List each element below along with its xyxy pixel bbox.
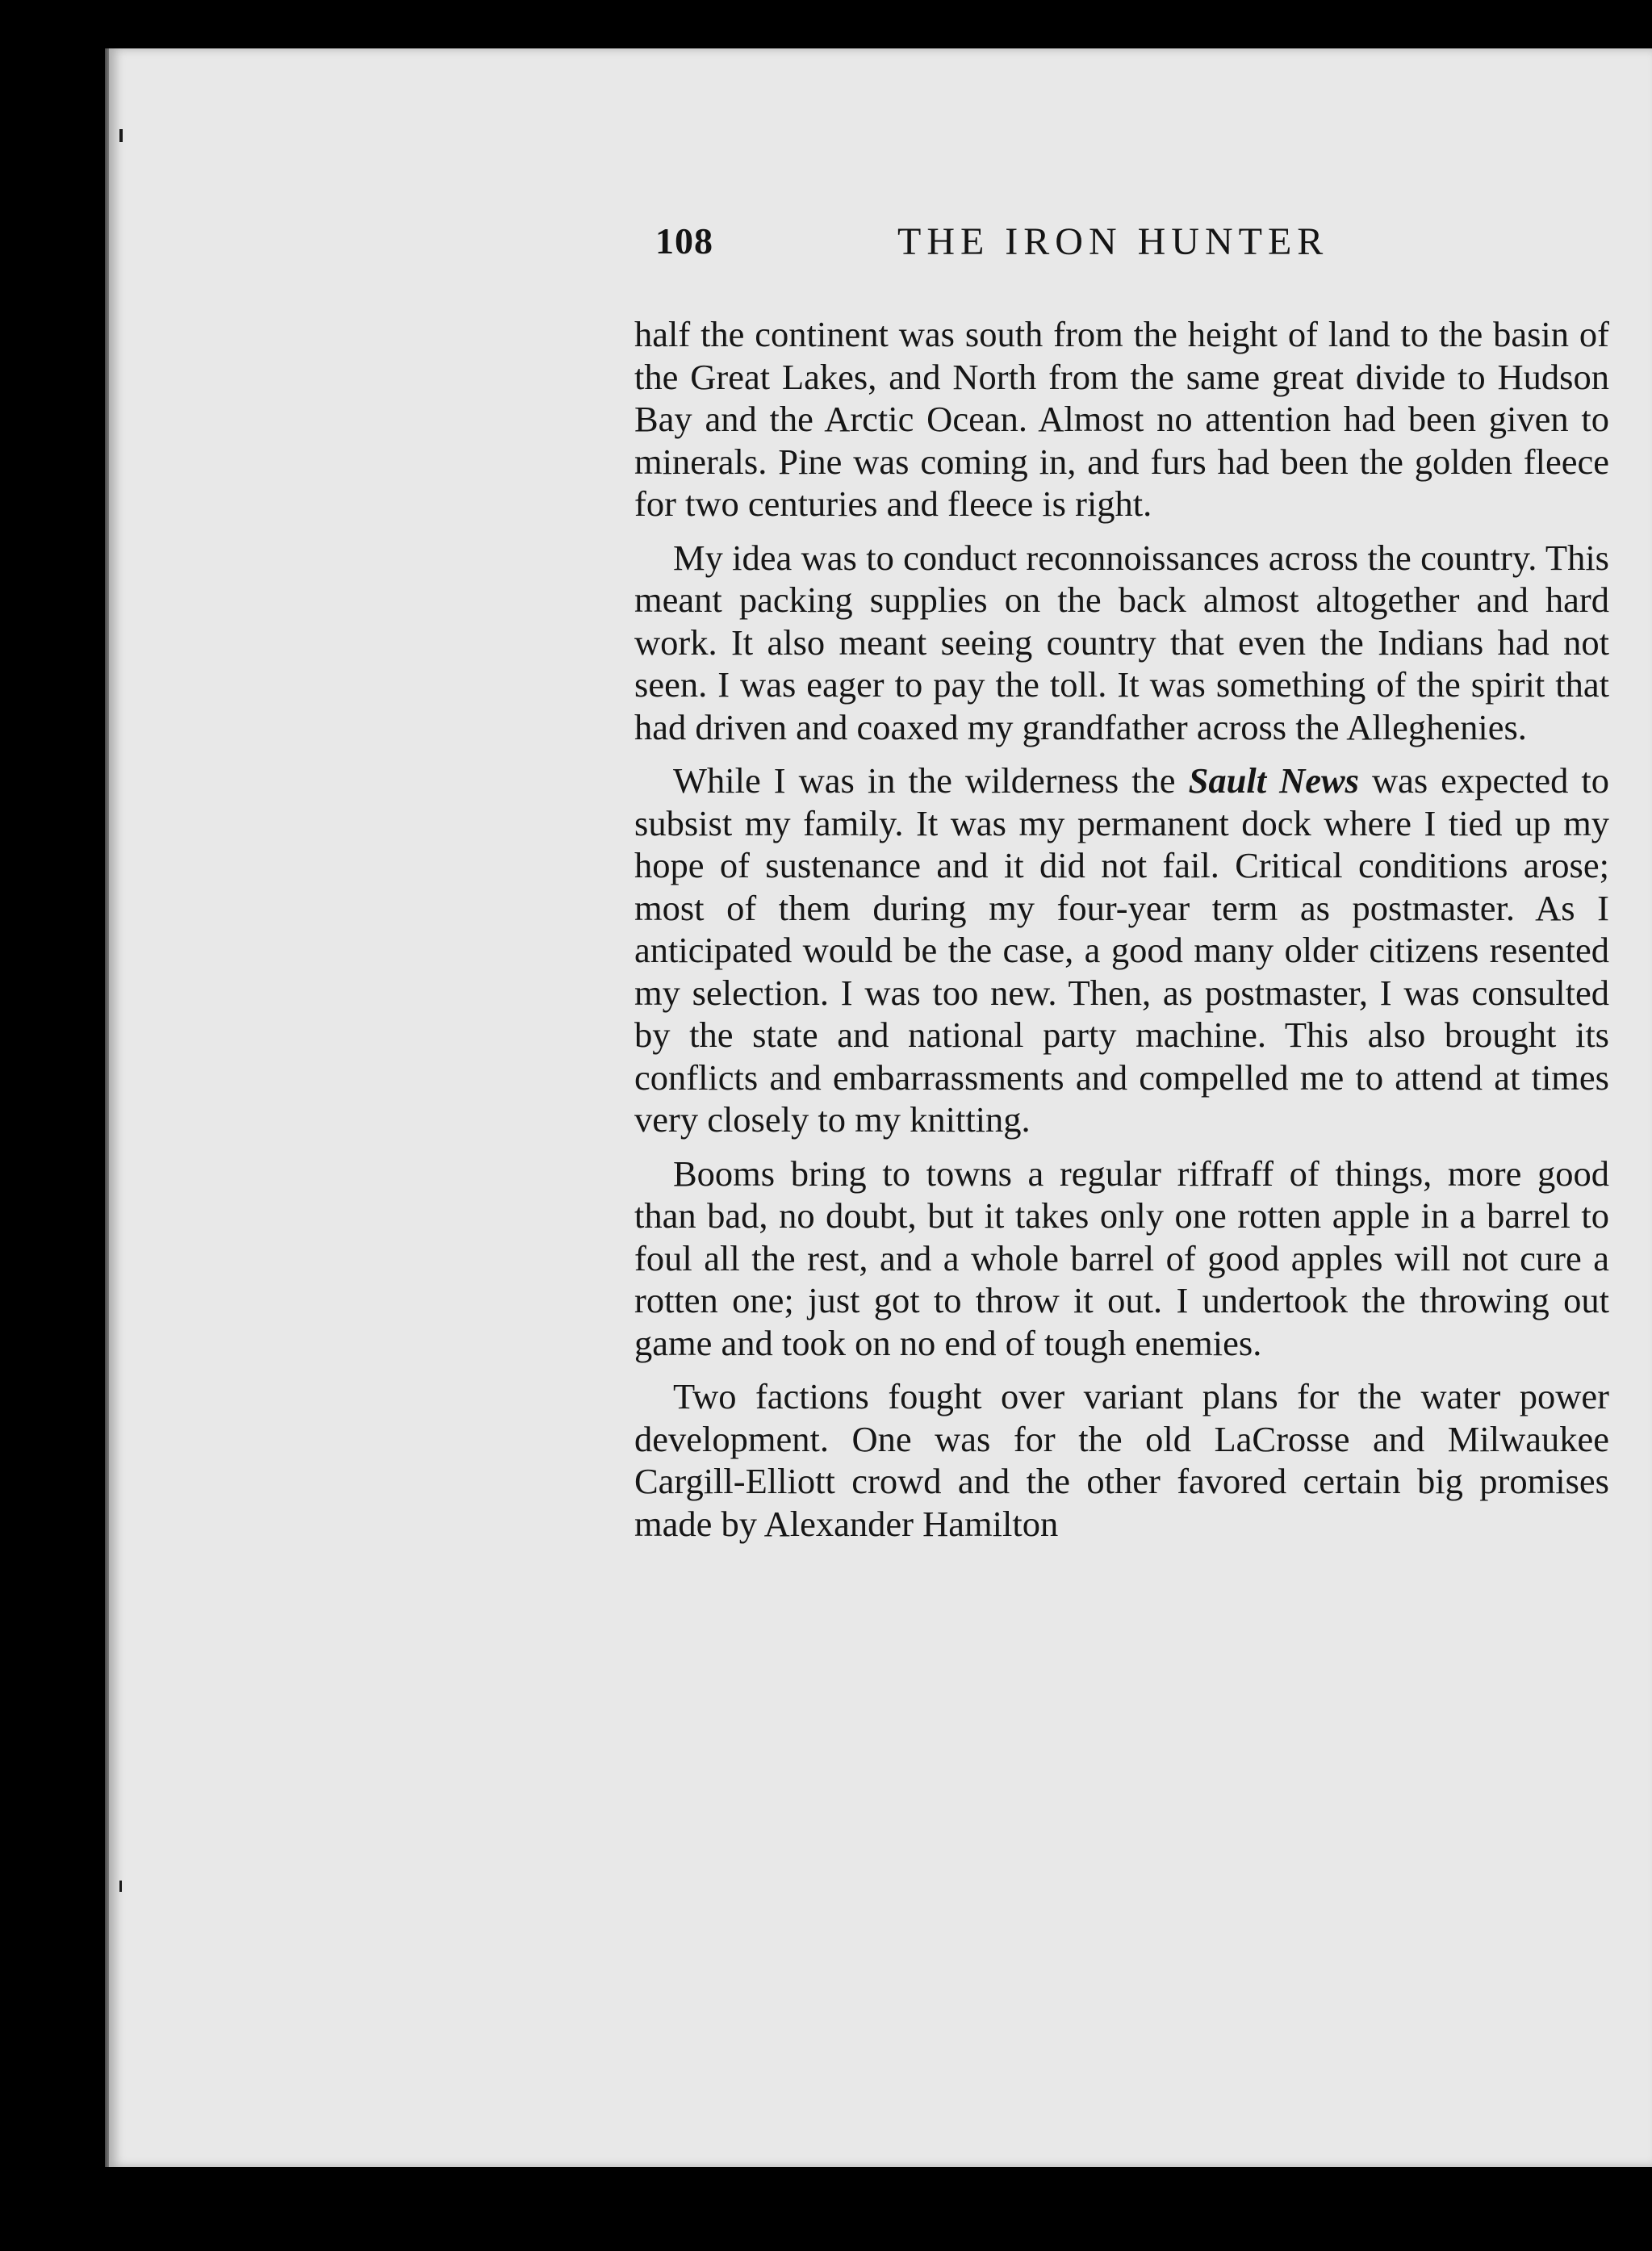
paragraph-5: Two factions fought over variant plans for the water power development. One was for the old LaCrosse and Milwaukee Cargill-Elliott crowd and the other favored certain big promises made by Alexander Hamilton <box>634 1376 1609 1544</box>
running-header <box>655 220 1606 284</box>
paragraph-4: Booms bring to towns a regular riffraff of things, more good than bad, no doubt, but it takes only one rotten apple in a barrel to foul all the rest, and a whole barrel of good apples will not cure a rotten one; just got to throw it out. I undertook the throwing out game and took on no end of tough enemies. <box>634 1153 1609 1363</box>
page-number: 108 <box>655 220 713 262</box>
paragraph-2: My idea was to conduct reconnoissances across the country. This meant packing supplies on the back almost altogether and hard work. It also meant seeing country that even the Indians had not seen. I was eager to pay the toll. It was something of the spirit that had driven and coaxed my grandfather across the Alleghenies. <box>634 537 1609 747</box>
paragraph-3 <box>634 759 1609 1141</box>
newspaper-title: Sault News <box>1188 760 1359 801</box>
paragraph-1: half the continent was south from the height of land to the basin of the Great Lakes, and North from the same great divide to Hudson Bay and the Arctic Ocean. Almost no attention had been given to minerals. Pine was coming in, and furs had been the golden fleece for two centuries and fleece is right. <box>634 314 1609 524</box>
running-title: THE IRON HUNTER <box>897 220 1329 263</box>
scan-artifact <box>119 1881 122 1892</box>
scan-artifact <box>119 129 123 142</box>
paragraph-3-start: While I was in the wilderness the <box>673 760 1189 801</box>
paragraph-3-rest: was expected to subsist my family. It was my permanent dock where I tied up my hope of sustenance and it did not fail. Critical conditions arose; most of them during my four-year term as postmaster. As I anticipated would be the case, a good many older citizens resented my selection. I was too new. Then, as postmaster, I was consulted by the state and national party machine. This also brought its conflicts and embarrassments and compelled me to attend at times very closely to my knitting. <box>634 760 1609 1140</box>
body-text <box>634 313 1609 1545</box>
